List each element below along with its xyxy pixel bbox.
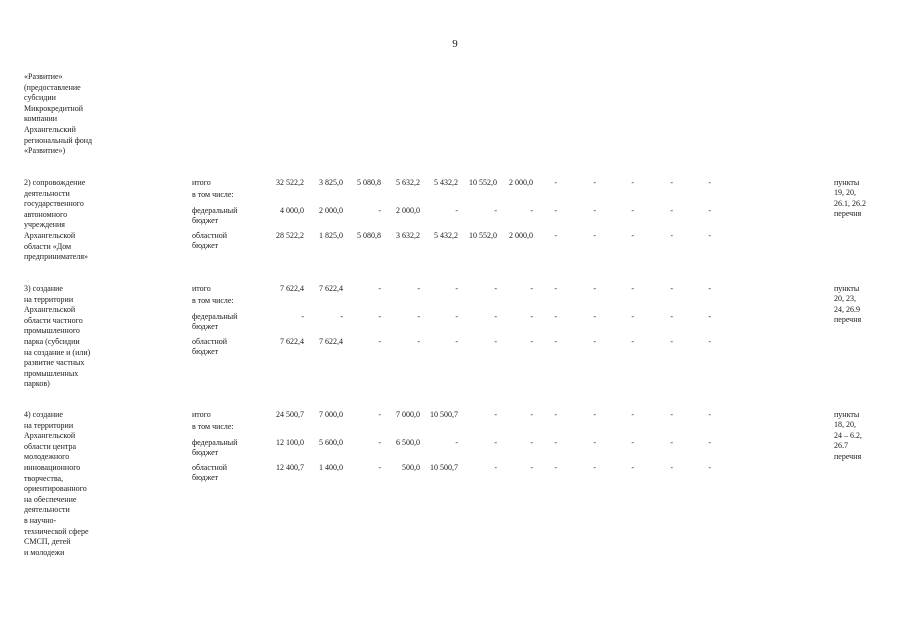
value-cell: - bbox=[593, 284, 596, 293]
value-cell: 28 522,2 bbox=[276, 231, 304, 240]
value-cell: 4 000,0 bbox=[280, 206, 304, 215]
value-cell: - bbox=[378, 312, 381, 321]
value-cell: 2 000,0 bbox=[319, 206, 343, 215]
value-cell: 12 400,7 bbox=[276, 463, 304, 472]
value-cell: - bbox=[455, 206, 458, 215]
value-cell: - bbox=[417, 312, 420, 321]
value-cell: - bbox=[554, 231, 557, 240]
value-cell: - bbox=[593, 206, 596, 215]
value-cell: - bbox=[494, 206, 497, 215]
value-cell: - bbox=[708, 231, 711, 240]
value-cell: - bbox=[494, 312, 497, 321]
funding-source-label: итого bbox=[192, 284, 211, 293]
funding-source-label: итого bbox=[192, 410, 211, 419]
value-cell: - bbox=[554, 410, 557, 419]
value-cell: - bbox=[631, 178, 634, 187]
value-cell: - bbox=[708, 410, 711, 419]
page-number: 9 bbox=[452, 38, 458, 50]
value-cell: 10 552,0 bbox=[469, 231, 497, 240]
value-cell: 5 600,0 bbox=[319, 438, 343, 447]
value-cell: 7 000,0 bbox=[396, 410, 420, 419]
value-cell: - bbox=[417, 337, 420, 346]
value-cell: 5 080,8 bbox=[357, 231, 381, 240]
funding-source-label: в том числе: bbox=[192, 190, 234, 199]
value-cell: - bbox=[631, 463, 634, 472]
value-cell: 10 500,7 bbox=[430, 410, 458, 419]
value-cell: - bbox=[301, 312, 304, 321]
value-cell: 7 622,4 bbox=[280, 284, 304, 293]
value-cell: - bbox=[455, 337, 458, 346]
value-cell: - bbox=[530, 463, 533, 472]
value-cell: - bbox=[378, 438, 381, 447]
value-cell: - bbox=[378, 410, 381, 419]
row-description: 2) сопровождение деятельности государственного автономного учреждения Архангельской области «Дом предпринимателя» bbox=[24, 178, 88, 262]
value-cell: - bbox=[708, 438, 711, 447]
value-cell: - bbox=[670, 206, 673, 215]
value-cell: - bbox=[494, 438, 497, 447]
value-cell: - bbox=[708, 312, 711, 321]
value-cell: 7 622,4 bbox=[280, 337, 304, 346]
funding-source-label: областной бюджет bbox=[192, 231, 228, 250]
value-cell: - bbox=[530, 284, 533, 293]
value-cell: - bbox=[455, 284, 458, 293]
value-cell: - bbox=[530, 410, 533, 419]
row-description: 4) создание на территории Архангельской области центра молодежного инновационного творчества, ориентированного на обеспечение деятельности в научно- технической сфере СМСП, детей и молодежи bbox=[24, 410, 89, 557]
value-cell: - bbox=[554, 178, 557, 187]
value-cell: - bbox=[530, 206, 533, 215]
value-cell: - bbox=[593, 337, 596, 346]
value-cell: - bbox=[378, 463, 381, 472]
value-cell: - bbox=[494, 284, 497, 293]
value-cell: - bbox=[631, 231, 634, 240]
value-cell: - bbox=[494, 410, 497, 419]
value-cell: 6 500,0 bbox=[396, 438, 420, 447]
value-cell: 7 622,4 bbox=[319, 284, 343, 293]
value-cell: 10 552,0 bbox=[469, 178, 497, 187]
value-cell: - bbox=[708, 206, 711, 215]
value-cell: - bbox=[554, 337, 557, 346]
funding-source-label: в том числе: bbox=[192, 296, 234, 305]
value-cell: - bbox=[593, 231, 596, 240]
value-cell: - bbox=[593, 178, 596, 187]
value-cell: - bbox=[378, 337, 381, 346]
funding-source-label: областной бюджет bbox=[192, 463, 228, 482]
value-cell: - bbox=[708, 337, 711, 346]
value-cell: - bbox=[631, 312, 634, 321]
value-cell: - bbox=[670, 463, 673, 472]
value-cell: 3 825,0 bbox=[319, 178, 343, 187]
value-cell: 3 632,2 bbox=[396, 231, 420, 240]
value-cell: - bbox=[554, 312, 557, 321]
value-cell: 2 000,0 bbox=[396, 206, 420, 215]
funding-source-label: федеральный бюджет bbox=[192, 206, 238, 225]
reference-note: пункты 20, 23, 24, 26.9 перечня bbox=[834, 284, 862, 325]
reference-note: пункты 18, 20, 24 – 6.2, 26.7 перечня bbox=[834, 410, 862, 461]
value-cell: 5 432,2 bbox=[434, 178, 458, 187]
funding-source-label: областной бюджет bbox=[192, 337, 228, 356]
funding-source-label: федеральный бюджет bbox=[192, 438, 238, 457]
value-cell: 5 432,2 bbox=[434, 231, 458, 240]
value-cell: - bbox=[708, 284, 711, 293]
value-cell: - bbox=[530, 337, 533, 346]
value-cell: - bbox=[593, 463, 596, 472]
value-cell: - bbox=[670, 438, 673, 447]
value-cell: 7 000,0 bbox=[319, 410, 343, 419]
value-cell: - bbox=[554, 206, 557, 215]
value-cell: 500,0 bbox=[402, 463, 420, 472]
value-cell: 12 100,0 bbox=[276, 438, 304, 447]
value-cell: 10 500,7 bbox=[430, 463, 458, 472]
value-cell: 32 522,2 bbox=[276, 178, 304, 187]
value-cell: - bbox=[554, 438, 557, 447]
funding-source-label: итого bbox=[192, 178, 211, 187]
value-cell: - bbox=[631, 284, 634, 293]
value-cell: 7 622,4 bbox=[319, 337, 343, 346]
value-cell: 2 000,0 bbox=[509, 231, 533, 240]
intro-text: «Развитие» (предоставление субсидии Микрокредитной компании Архангельский региональный фонд «Развитие») bbox=[24, 72, 93, 156]
value-cell: - bbox=[494, 337, 497, 346]
value-cell: - bbox=[378, 284, 381, 293]
value-cell: - bbox=[670, 231, 673, 240]
value-cell: - bbox=[631, 337, 634, 346]
value-cell: 1 825,0 bbox=[319, 231, 343, 240]
value-cell: - bbox=[554, 463, 557, 472]
value-cell: 5 632,2 bbox=[396, 178, 420, 187]
value-cell: 1 400,0 bbox=[319, 463, 343, 472]
value-cell: - bbox=[631, 410, 634, 419]
value-cell: - bbox=[593, 312, 596, 321]
value-cell: - bbox=[670, 178, 673, 187]
value-cell: - bbox=[554, 284, 557, 293]
value-cell: - bbox=[530, 438, 533, 447]
funding-source-label: федеральный бюджет bbox=[192, 312, 238, 331]
value-cell: 24 500,7 bbox=[276, 410, 304, 419]
value-cell: - bbox=[593, 438, 596, 447]
value-cell: - bbox=[708, 178, 711, 187]
value-cell: - bbox=[530, 312, 533, 321]
value-cell: - bbox=[455, 438, 458, 447]
value-cell: 5 080,8 bbox=[357, 178, 381, 187]
value-cell: - bbox=[455, 312, 458, 321]
value-cell: - bbox=[708, 463, 711, 472]
value-cell: - bbox=[631, 206, 634, 215]
value-cell: - bbox=[494, 463, 497, 472]
value-cell: - bbox=[670, 312, 673, 321]
value-cell: - bbox=[340, 312, 343, 321]
row-description: 3) создание на территории Архангельской области частного промышленного парка (субсидии на создание и (или) развитие частных промышленных парков) bbox=[24, 284, 91, 389]
value-cell: - bbox=[670, 410, 673, 419]
value-cell: - bbox=[670, 337, 673, 346]
value-cell: - bbox=[670, 284, 673, 293]
value-cell: 2 000,0 bbox=[509, 178, 533, 187]
funding-source-label: в том числе: bbox=[192, 422, 234, 431]
value-cell: - bbox=[378, 206, 381, 215]
reference-note: пункты 19, 20, 26.1, 26.2 перечня bbox=[834, 178, 866, 219]
value-cell: - bbox=[417, 284, 420, 293]
value-cell: - bbox=[631, 438, 634, 447]
value-cell: - bbox=[593, 410, 596, 419]
